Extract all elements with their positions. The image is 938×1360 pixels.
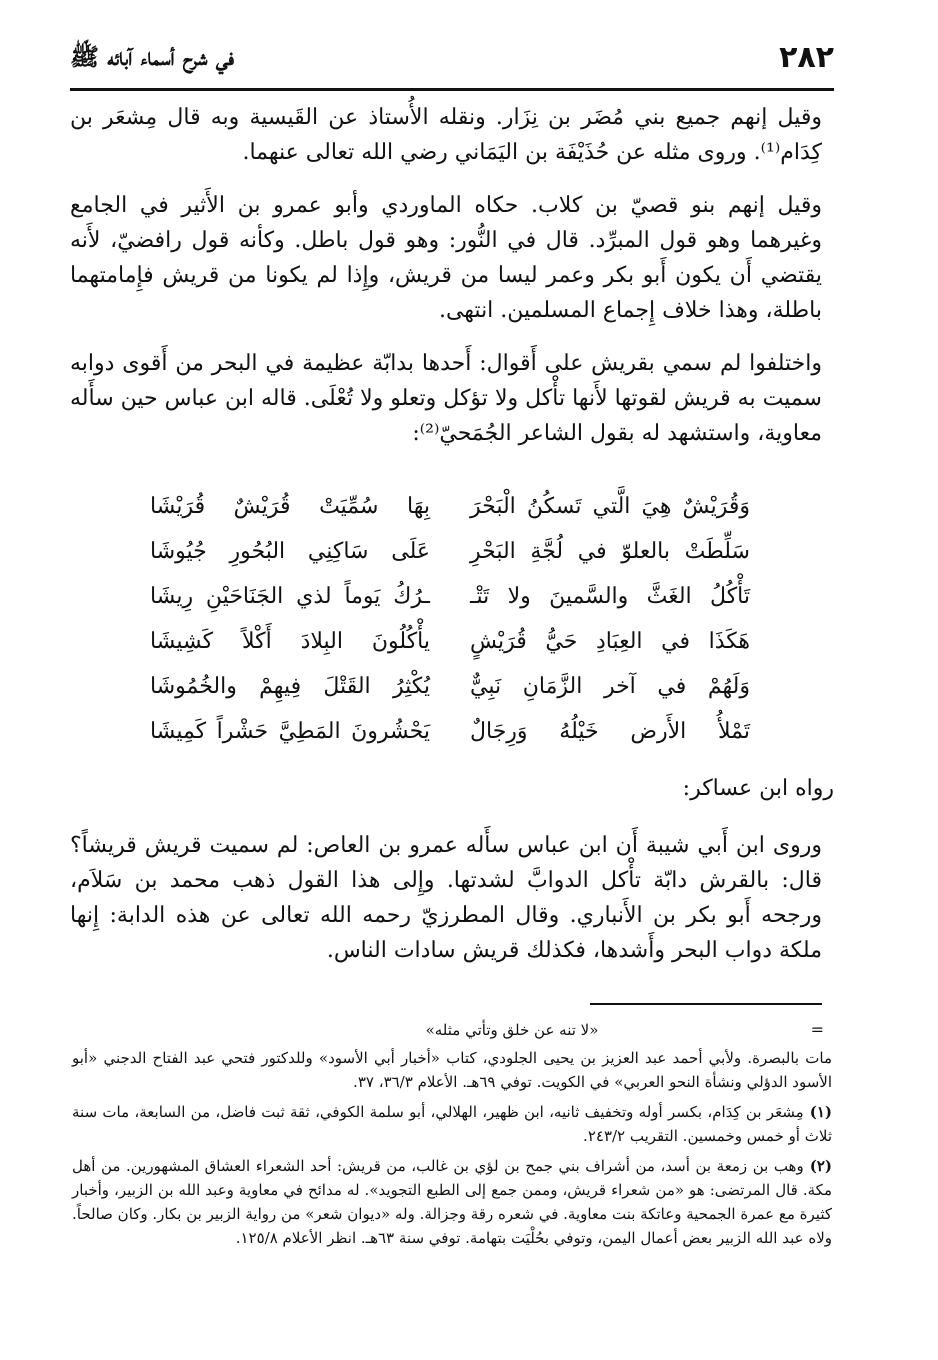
verse-first-hemistich: وَقُرَيْشٌ هِيَ الَّتي تَسكُنُ الْبَحْرَ <box>470 494 750 519</box>
poem-verse <box>150 539 750 584</box>
verse-first-hemistich: هَكَذَا في العِبَادِ حَيُّ قُرَيْشٍ <box>470 629 750 654</box>
verse-first-hemistich: تَمْلأُ الأَرض خَيْلُهُ وَرِجَالٌ <box>470 719 750 744</box>
footnote-marker: (١) <box>809 1103 832 1121</box>
main-text <box>70 100 822 469</box>
poem-verse <box>150 674 750 719</box>
header-rule <box>70 88 834 91</box>
poem-verse <box>150 719 750 764</box>
footnote-marker: (٢) <box>809 1157 832 1175</box>
verse-second-hemistich: بِهَا سُمِّيَتْ قُرَيْشٌ قُرَيْشَا <box>150 494 430 519</box>
footnote-continuation-mark: = <box>810 1020 824 1039</box>
footnote-rule <box>590 1003 822 1005</box>
paragraph-mudar: وقيل إنهم جميع بني مُضَر بن نِزَار. ونقله الأُستاذ عن القَيسية وبه قال مِشعَر بن كِدَام⁽¹⁾. وروى مثله عن حُذَيْفَة بن اليَمَاني رضي الله تعالى عنهما. <box>70 105 822 165</box>
footnote-1 <box>72 1100 832 1148</box>
page-number: ٢٨٢ <box>779 40 834 75</box>
verse-second-hemistich: ـرُكُ يَوماً لذي الجَنَاحَيْنِ رِيشَا <box>150 584 430 609</box>
footnote-text: وهب بن زمعة بن أسد، من أشراف بني جمح بن لؤي بن غالب، من قريش: أحد الشعراء العشاق المشهورين. من أهل مكة. قال المرتضى: هو «من شعراء قريش، وممن جمع إلى الطبع التجويد». له مدائح في معاوية وعبد الله بن الزبير، وأخبار كثيرة مع عمرة الجمحية وعاتكة بنت معاوية. في شعره رقة وجزالة. وله «ديوان شعر» من رواية الزبير بن بكار. وكان صالحاً. ولاه عبد الله الزبير بعض أعمال اليمن، وتوفي بحُلْيَت بتهامة. توفي سنة ٦٣هـ. انظر الأعلام ١٢٥/٨. <box>72 1157 832 1247</box>
footnote-carryover: مات بالبصرة. ولأبي أحمد عبد العزيز بن يحيى الجلودي، كتاب «أخبار أبي الأسود» وللدكتور فتحي عبد الفتاح الدجني «أبو الأسود الدؤلي ونشأة النحو العربي» في الكويت. توفي ٦٩هـ. الأعلام ٣٦/٣، ٣٧. <box>72 1049 832 1091</box>
paragraph-qusayy: وقيل إنهم بنو قصيّ بن كلاب. حكاه الماوردي وأبو عمرو بن الأَثير في الجامع وغيرهما وهو قول المبرِّد. قال في النُّور: وهو قول باطل. وكأنه قول رافضيّ، لأَنه يقتضي أَن يكون أَبو بكر وعمر ليسا من قريش، وإِذا لم يكونا من قريش فإِمامتهما باطلة، وهذا خلاف إِجماع المسلمين. انتهى. <box>70 193 822 323</box>
footnote-text: مِشعَر بن كِدَام، بكسر أوله وتخفيف ثانيه، ابن ظهير، الهلالي، أبو سلمة الكوفي، ثقة ثبت فاضل، من السابعة، مات سنة ثلاث أو خمس وخمسين. التقريب ٢٤٣/٢. <box>72 1103 832 1145</box>
verse-first-hemistich: تَأْكُلُ الغَثَّ والسَّمينَ ولا تَتْـ <box>470 584 750 609</box>
main-text-continued <box>70 828 822 986</box>
footnotes <box>72 1018 832 1256</box>
running-title: في شرح أسماء آبائه ﷺ <box>70 42 235 71</box>
page-header <box>70 40 834 86</box>
paragraph-quraysh-naming: واختلفوا لم سمي بقريش على أَقوال: أَحدها بدابّة عظيمة في البحر من أَقوى دوابه سميت به قريش لقوتها لأَنها تأْكل ولا تؤكل وتعلو ولا تُعْلَى. قاله ابن عباس حين سأَله معاوية، واستشهد له بقول الشاعر الجُمَحيّ⁽²⁾: <box>70 351 822 446</box>
verse-first-hemistich: وَلَهُمْ في آخر الزَّمَانِ نَبِيٌّ <box>470 674 750 699</box>
verse-first-hemistich: سَلِّطَتْ بالعلوّ في لُجَّةِ البَحْرِ <box>470 539 750 564</box>
verse-second-hemistich: يأْكُلُونَ البِلادَ أَكْلاً كَشِيشَا <box>150 629 430 654</box>
narration-line: رواه ابن عساكر: <box>682 776 834 801</box>
poem <box>150 494 750 764</box>
footnote-quote: «لا تنه عن خلق وتأتي مثله» <box>425 1021 599 1039</box>
poem-verse <box>150 494 750 539</box>
verse-second-hemistich: يَحْشُرونَ المَطِيَّ حَشْراً كَمِيشَا <box>150 719 430 744</box>
verse-second-hemistich: يُكْثِرُ القَتْلَ فِيهِمْ والخُمُوشَا <box>150 674 430 699</box>
poem-verse <box>150 629 750 674</box>
paragraph-ibn-abi-shayba: وروى ابن أَبي شيبة أَن ابن عباس سأَله عمرو بن العاص: لم سميت قريش قريشاً؟ قال: بالقرش دابّة تأْكل الدوابَّ لشدتها. وإِلى هذا القول ذهب محمد بن سَلاَم، ورجحه أَبو بكر بن الأَنباري. وقال المطرزيّ رحمه الله تعالى عن هذه الدابة: إِنها ملكة دواب البحر وأَشدها، فكذلك قريش سادات الناس. <box>70 833 822 963</box>
footnote-2 <box>72 1154 832 1250</box>
verse-second-hemistich: عَلَى سَاكِنِي البُحُورِ جُيُوشَا <box>150 539 430 564</box>
poem-verse <box>150 584 750 629</box>
